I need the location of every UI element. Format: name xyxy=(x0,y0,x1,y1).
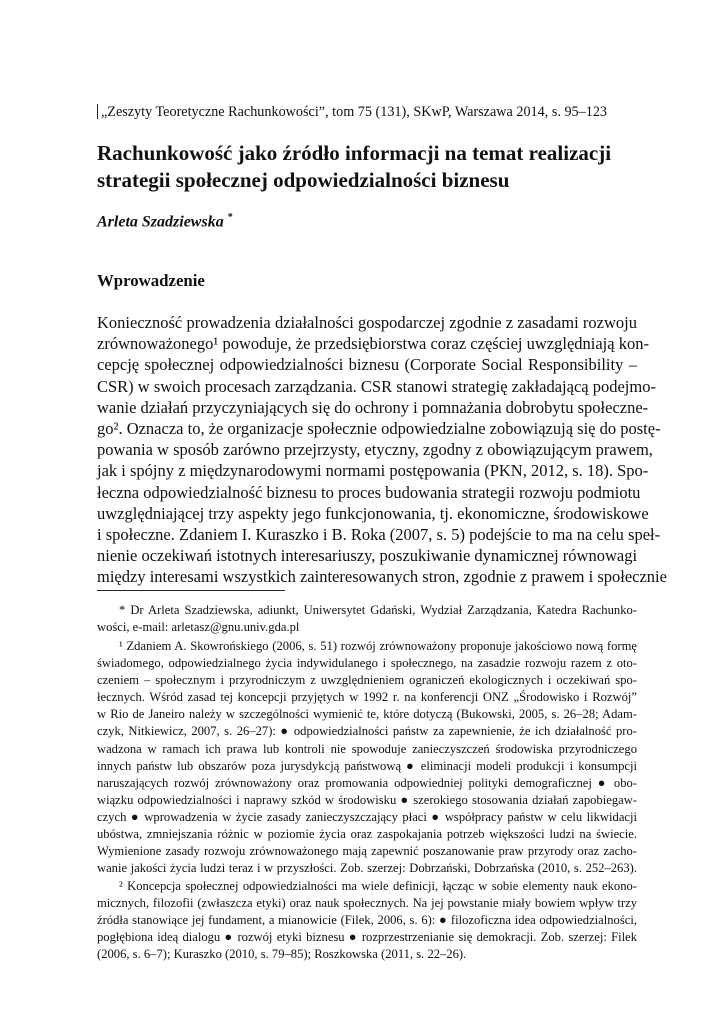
footnote-line: czyk, Nitkiewicz, 2007, s. 26–27): ● odpowiedzialności państw za zapewnienie, że ich działalność pro- xyxy=(97,724,637,739)
section-heading: Wprowadzenie xyxy=(97,271,205,290)
body-line: nienie oczekiwań istotnych interesariuszy, poszukiwanie dynamicznej równowagi xyxy=(97,546,638,566)
article-title xyxy=(97,140,637,194)
footnote-line: innych państw lub obszarów poza jurysdykcją państwową ● eliminacji modeli produkcji i konsumpcji xyxy=(97,758,637,773)
author-name: Arleta Szadziewska xyxy=(97,213,224,231)
body-line: cepcję społecznej odpowiedzialności biznesu (Corporate Social Responsibility – xyxy=(97,355,637,375)
footnote-line: wiązku odpowiedzialności i naprawy szkód w środowisku ● szerokiego stosowania działań zapobiegaw- xyxy=(97,792,637,807)
journal-header xyxy=(97,103,637,121)
body-line: wanie działań przyczyniających się do ochrony i pomnażania dobrobytu społeczne- xyxy=(97,397,649,417)
footnote-line: naruszających rozwój zrównoważony oraz promowania odpowiedniej polityki demograficznej ● obo- xyxy=(97,775,637,790)
footnote-author xyxy=(97,602,637,636)
body-line: jak i spójny z międzynarodowymi normami postępowania (PKN, 2012, s. 18). Spo- xyxy=(97,461,649,481)
title-line-2: strategii społecznej odpowiedzialności biznesu xyxy=(97,168,510,192)
body-line: zrównoważonego¹ powoduje, że przedsiębiorstwa coraz częściej uwzględniają kon- xyxy=(97,334,649,354)
footnote-line: czych ● wprowadzenia w życie zasady zanieczyszczający płaci ● współpracy państw w celu likwidacji xyxy=(97,809,637,824)
footnote-separator xyxy=(97,590,285,591)
body-text xyxy=(97,312,667,588)
footnote-line: ubóstwa, zmniejszania różnic w poziomie życia oraz zaspokajania potrzeb większości ludzi na świecie. xyxy=(97,827,637,842)
body-line: go². Oznacza to, że organizacje społecznie odpowiedzialne zobowiązują się do postę- xyxy=(97,419,661,439)
footnote-line: wanie jakości życia ludzi teraz i w przyszłości. Zob. szerzej: Dobrzański, Dobrzańska (2010, s. 252–263). xyxy=(97,861,637,876)
footnote-line: czeniem – społecznym i przyrodniczym z uwzględnieniem ograniczeń ekologicznych i oczekiwań spo- xyxy=(97,673,637,688)
body-line: między interesami wszystkich zainteresowanych stron, zgodnie z prawem i społecznie xyxy=(97,567,667,587)
body-line: powania w sposób zarówno przejrzysty, etyczny, zgodny z obowiązującym prawem, xyxy=(97,440,653,460)
footnote-line: świadomego, odpowiedzialnego życia indywidulanego i społecznego, na zasadzie rozwoju razem z oto- xyxy=(97,656,637,671)
footnote-line: pogłębiona ideą dialogu ● rozwój etyki biznesu ● rozprzestrzenianie się demokracji. Zob. szerzej: Filek xyxy=(97,930,637,945)
footnote-2 xyxy=(97,878,637,963)
footnote-line: (2006, s. 6–7); Kuraszko (2010, s. 79–85); Roszkowska (2011, s. 22–26). xyxy=(97,947,467,962)
author xyxy=(97,212,233,231)
footnote-line: micznych, filozofii (zwłaszcza etyki) oraz nauk społecznych. Na jej powstanie miały bowiem wpływ trzy xyxy=(97,896,637,911)
header-margin-mark xyxy=(97,104,98,119)
body-line: i społeczne. Zdaniem I. Kuraszko i B. Roka (2007, s. 5) podejście to ma na celu speł- xyxy=(97,525,661,545)
footnote-line: wadzona w ramach ich prawa lub kontroli nie spowoduje zanieczyszczeń środowiska przyrodniczego xyxy=(97,741,637,756)
body-line: Konieczność prowadzenia działalności gospodarczej zgodnie z zasadami rozwoju xyxy=(97,313,637,332)
author-footnote-mark: * xyxy=(227,212,233,223)
footnote-line: wości, e-mail: arletasz@gnu.univ.gda.pl xyxy=(97,620,300,635)
journal-citation: „Zeszyty Teoretyczne Rachunkowości”, tom 75 (131), SKwP, Warszawa 2014, s. 95–123 xyxy=(101,104,608,120)
footnote-1 xyxy=(97,638,637,877)
footnote-line: ¹ Zdaniem A. Skowrońskiego (2006, s. 51) rozwój zrównoważony proponuje jakościowo nową formę xyxy=(119,639,637,653)
body-line: łeczna odpowiedzialność biznesu to proces budowania strategii rozwoju podmiotu xyxy=(97,482,641,502)
footnote-line: źródła stanowiące jej fundament, a mianowicie (Filek, 2006, s. 6): ● filozoficzna idea odpowiedzialności, xyxy=(97,913,637,928)
footnote-line: ² Koncepcja społecznej odpowiedzialności ma wiele definicji, łącząc w sobie elementy nauk ekono- xyxy=(119,879,637,893)
body-line: CSR) w swoich procesach zarządzania. CSR stanowi strategię zakładającą podejmo- xyxy=(97,376,656,396)
title-line-1: Rachunkowość jako źródło informacji na temat realizacji xyxy=(97,141,612,165)
body-line: uwzględniającej trzy aspekty jego funkcjonowania, tj. ekonomiczne, środowiskowe xyxy=(97,503,649,523)
footnote-line: * Dr Arleta Szadziewska, adiunkt, Uniwersytet Gdański, Wydział Zarządzania, Katedra Rachunko- xyxy=(119,603,637,617)
footnote-line: w Rio de Janeiro należy w szczególności wymienić te, które dotyczą (Bukowski, 2005, s. 26–28; Adam- xyxy=(97,707,637,722)
footnote-line: Wymienione zasady rozwoju zrównoważonego mają zapewnić poszanowanie praw przyrody oraz zacho- xyxy=(97,844,637,859)
footnote-line: łecznych. Wśród zasad tej koncepcji przyjętych w 1992 r. na konferencji ONZ „Środowisko i Rozwój” xyxy=(97,690,637,705)
